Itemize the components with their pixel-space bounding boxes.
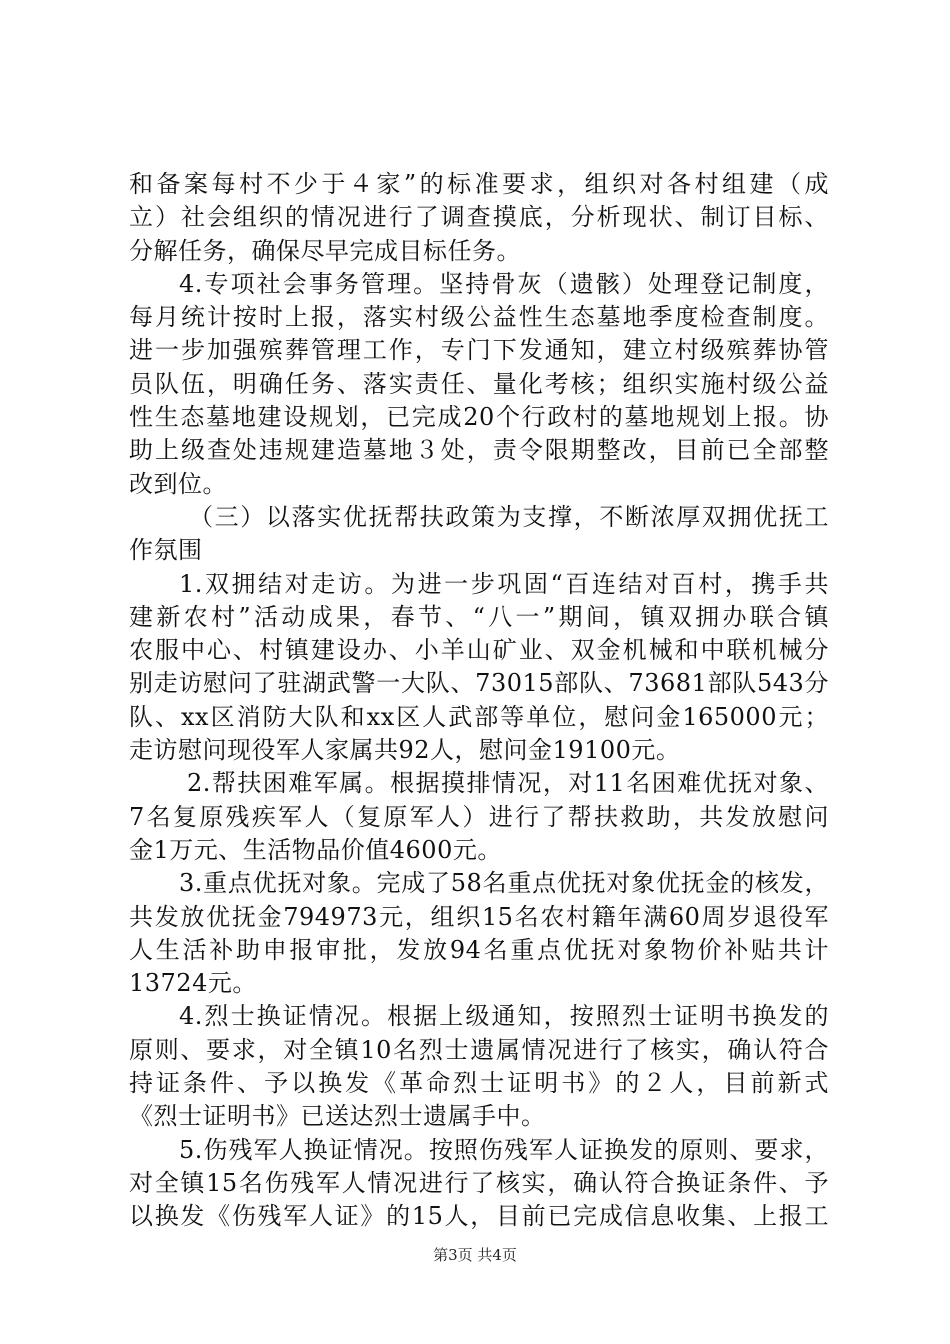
paragraph-start-line: 2.帮扶困难军属。根据摸排情况，对11名困难优抚对象、 <box>187 769 829 798</box>
text-line: 13724元。 <box>129 969 257 998</box>
text-line: 队、xx区消防大队和xx区人武部等单位，慰问金165000元； <box>129 702 829 731</box>
text-line: 分解任务，确保尽早完成目标任务。 <box>129 236 521 265</box>
text-line: 共发放优抚金794973元，组织15名农村籍年满60周岁退役军 <box>129 902 829 931</box>
text-line: 员队伍，明确任务、落实责任、量化考核；组织实施村级公益 <box>129 369 829 398</box>
paragraph-start-line: 5.伤残军人换证情况。按照伤残军人证换发的原则、要求， <box>179 1135 829 1164</box>
text-line: 《烈士证明书》已送达烈士遗属手中。 <box>129 1102 546 1131</box>
section-heading-line: 作氛围 <box>129 536 203 565</box>
text-line: 持证条件、予以换发《革命烈士证明书》的２人，目前新式 <box>129 1069 829 1098</box>
text-line: 原则、要求，对全镇10名烈士遗属情况进行了核实，确认符合 <box>129 1035 829 1064</box>
paragraph-start-line: 1.双拥结对走访。为进一步巩固“百连结对百村，携手共 <box>179 569 829 598</box>
page-number-footer: 第3页 共4页 <box>433 1246 517 1264</box>
paragraph-start-line: 4.专项社会事务管理。坚持骨灰（遗骸）处理登记制度， <box>179 269 829 298</box>
text-line: 对全镇15名伤残军人情况进行了核实，确认符合换证条件、予 <box>129 1168 829 1197</box>
paragraph-start-line: 4.烈士换证情况。根据上级通知，按照烈士证明书换发的 <box>179 1002 829 1031</box>
text-line: 性生态墓地建设规划，已完成20个行政村的墓地规划上报。协 <box>129 403 829 432</box>
document-body <box>129 168 829 1234</box>
text-line: 以换发《伤残军人证》的15人，目前已完成信息收集、上报工 <box>129 1202 829 1231</box>
text-line: 每月统计按时上报，落实村级公益性生态墓地季度检查制度。 <box>129 303 829 332</box>
text-line: 和备案每村不少于４家”的标准要求，组织对各村组建（成 <box>129 170 829 198</box>
text-line: 走访慰问现役军人家属共92人，慰问金19100元。 <box>129 736 681 765</box>
text-line: 改到位。 <box>129 469 227 498</box>
text-line: 别走访慰问了驻湖武警一大队、73015部队、73681部队543分 <box>129 669 829 698</box>
text-line: 进一步加强殡葬管理工作，专门下发通知，建立村级殡葬协管 <box>129 336 829 365</box>
text-line: 金1万元、生活物品价值4600元。 <box>129 835 502 864</box>
text-line: 建新农村”活动成果，春节、“八一”期间，镇双拥办联合镇 <box>129 602 829 631</box>
text-line: 人生活补助申报审批，发放94名重点优抚对象物价补贴共计 <box>129 935 829 964</box>
text-line: 立）社会组织的情况进行了调查摸底，分析现状、制订目标、 <box>129 203 829 232</box>
section-heading-line: （三）以落实优抚帮扶政策为支撑，不断浓厚双拥优抚工 <box>189 502 829 531</box>
paragraph-start-line: 3.重点优抚对象。完成了58名重点优抚对象优抚金的核发， <box>179 869 829 898</box>
text-line: 7名复原残疾军人（复原军人）进行了帮扶救助，共发放慰问 <box>129 802 829 831</box>
text-line: 助上级查处违规建造墓地３处，责令限期整改，目前已全部整 <box>129 436 829 465</box>
text-line: 农服中心、村镇建设办、小羊山矿业、双金机械和中联机械分 <box>129 636 829 665</box>
